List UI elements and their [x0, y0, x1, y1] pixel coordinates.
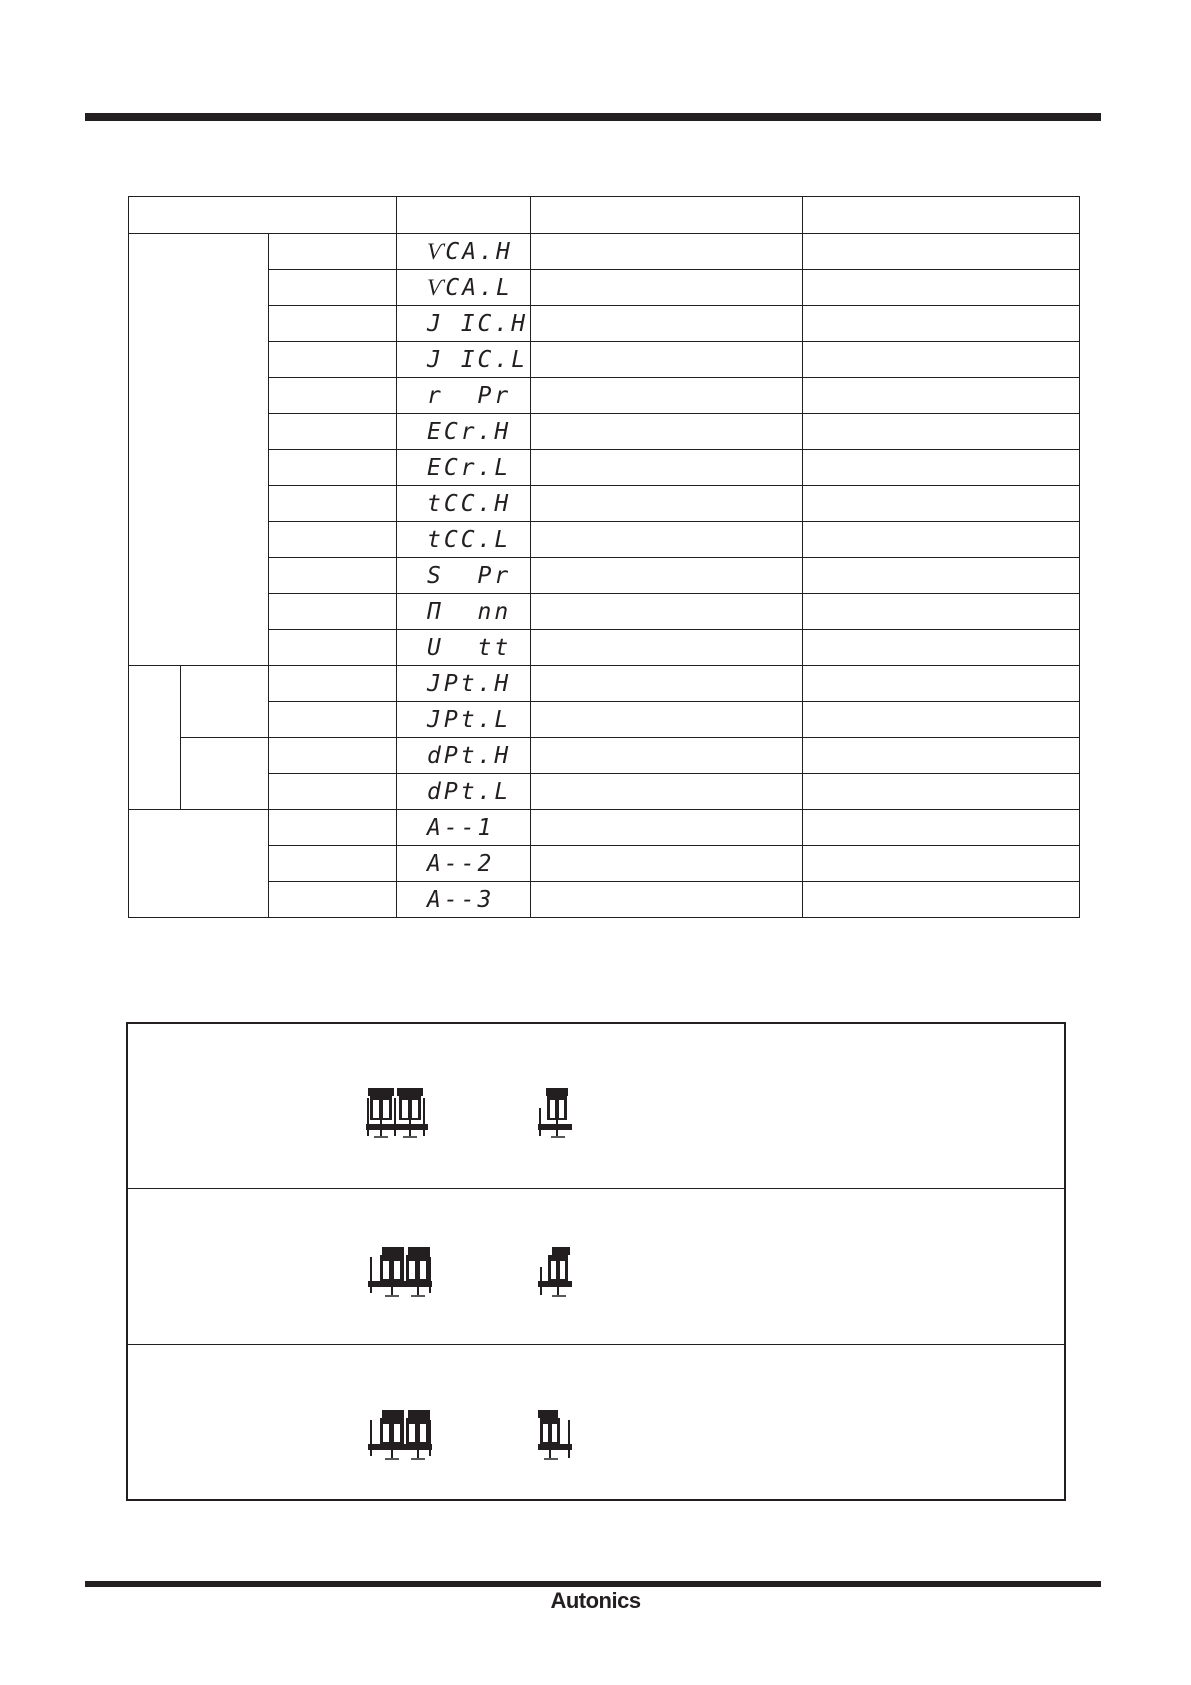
group-cell — [129, 810, 269, 918]
param-name-cell — [269, 810, 397, 846]
param-name-cell — [269, 306, 397, 342]
param-code-cell — [397, 882, 531, 918]
table-row — [129, 486, 1080, 522]
table-row — [129, 270, 1080, 306]
param-name-cell — [269, 414, 397, 450]
param-code-cell — [397, 234, 531, 270]
param-name-cell — [269, 738, 397, 774]
parameter-table — [128, 196, 1080, 918]
param-code-cell — [397, 378, 531, 414]
param-cell — [803, 342, 1080, 378]
header-cell — [803, 197, 1080, 234]
param-code-cell — [397, 486, 531, 522]
param-code-cell — [397, 666, 531, 702]
param-name-cell — [269, 450, 397, 486]
param-code: JPt.L — [427, 706, 512, 733]
param-cell — [531, 558, 803, 594]
param-name-cell — [269, 666, 397, 702]
param-name-cell — [269, 234, 397, 270]
param-cell — [531, 378, 803, 414]
param-code-cell — [397, 774, 531, 810]
param-cell — [531, 522, 803, 558]
subgroup-cell — [181, 738, 269, 810]
dip-switch-pair-icon — [368, 1408, 432, 1462]
param-cell — [803, 558, 1080, 594]
param-cell — [531, 738, 803, 774]
param-name-cell — [269, 630, 397, 666]
param-code: J IC.L — [427, 346, 529, 373]
param-name-cell — [269, 270, 397, 306]
footer-rule — [85, 1581, 1101, 1587]
param-cell — [531, 882, 803, 918]
param-code: dPt.L — [427, 778, 512, 805]
param-cell — [531, 486, 803, 522]
param-code-cell — [397, 450, 531, 486]
param-cell — [803, 270, 1080, 306]
param-name-cell — [269, 342, 397, 378]
param-code: r Pr — [427, 382, 512, 409]
table-row — [129, 558, 1080, 594]
table-row — [129, 522, 1080, 558]
table-row — [129, 882, 1080, 918]
param-code-cell — [397, 522, 531, 558]
param-cell — [531, 414, 803, 450]
table-row — [129, 594, 1080, 630]
param-cell — [531, 594, 803, 630]
group-cell — [129, 666, 181, 810]
param-cell — [531, 702, 803, 738]
brand-logo: Autonics — [550, 1588, 641, 1613]
param-cell — [803, 882, 1080, 918]
param-name-cell — [269, 774, 397, 810]
param-code: A--3 — [427, 886, 495, 913]
table-row — [129, 306, 1080, 342]
table-header-row — [129, 197, 1080, 234]
param-code: tCC.L — [427, 526, 512, 553]
dip-switch-single-icon — [538, 1086, 572, 1140]
param-name-cell — [269, 594, 397, 630]
switch-setting-row — [128, 1024, 1064, 1189]
table-row — [129, 450, 1080, 486]
param-code: A--1 — [427, 814, 495, 841]
param-name-cell — [269, 702, 397, 738]
param-code: JPt.H — [427, 670, 512, 697]
table-row — [129, 666, 1080, 702]
dip-switch-pair-icon — [366, 1086, 428, 1140]
param-code-cell — [397, 558, 531, 594]
param-cell — [803, 594, 1080, 630]
param-name-cell — [269, 882, 397, 918]
table-row — [129, 702, 1080, 738]
param-code-cell — [397, 270, 531, 306]
param-name-cell — [269, 486, 397, 522]
param-code-cell — [397, 414, 531, 450]
group-cell — [129, 234, 269, 666]
dip-switch-single-icon — [538, 1245, 572, 1299]
header-rule — [85, 113, 1101, 121]
param-name-cell — [269, 558, 397, 594]
param-cell — [803, 810, 1080, 846]
param-code: tCC.H — [427, 490, 512, 517]
table-row — [129, 342, 1080, 378]
param-cell — [803, 630, 1080, 666]
param-code: ECr.H — [427, 418, 512, 445]
dip-switch-single-icon — [538, 1408, 572, 1462]
param-cell — [803, 738, 1080, 774]
param-cell — [531, 774, 803, 810]
switch-setting-row — [128, 1344, 1064, 1499]
param-cell — [803, 666, 1080, 702]
param-code-cell — [397, 846, 531, 882]
param-cell — [803, 378, 1080, 414]
param-cell — [531, 846, 803, 882]
param-cell — [803, 846, 1080, 882]
param-cell — [531, 450, 803, 486]
table-row — [129, 774, 1080, 810]
param-cell — [531, 234, 803, 270]
param-code: ECr.L — [427, 454, 512, 481]
table-row — [129, 738, 1080, 774]
subgroup-cell — [181, 666, 269, 738]
param-code: ѴCA.L — [427, 274, 513, 301]
param-code-cell — [397, 630, 531, 666]
param-cell — [531, 306, 803, 342]
param-code: S Pr — [427, 562, 512, 589]
param-code-cell — [397, 594, 531, 630]
param-cell — [531, 630, 803, 666]
param-cell — [803, 234, 1080, 270]
header-cell — [129, 197, 397, 234]
param-cell — [803, 774, 1080, 810]
param-name-cell — [269, 522, 397, 558]
table-row — [129, 414, 1080, 450]
param-code: A--2 — [427, 850, 495, 877]
param-cell — [803, 486, 1080, 522]
table-row — [129, 846, 1080, 882]
param-code-cell — [397, 306, 531, 342]
dip-switch-setting-box — [126, 1022, 1066, 1501]
table-row — [129, 234, 1080, 270]
param-cell — [531, 270, 803, 306]
param-code-cell — [397, 738, 531, 774]
header-cell — [531, 197, 803, 234]
param-cell — [531, 810, 803, 846]
param-name-cell — [269, 378, 397, 414]
param-code: dPt.H — [427, 742, 512, 769]
header-cell — [397, 197, 531, 234]
param-code-cell — [397, 702, 531, 738]
switch-setting-row — [128, 1188, 1064, 1345]
param-cell — [531, 666, 803, 702]
table-row — [129, 378, 1080, 414]
param-code-cell — [397, 342, 531, 378]
param-cell — [803, 522, 1080, 558]
param-cell — [803, 414, 1080, 450]
param-code-cell — [397, 810, 531, 846]
param-code: U tt — [427, 634, 512, 661]
table-row — [129, 630, 1080, 666]
param-name-cell — [269, 846, 397, 882]
param-cell — [803, 702, 1080, 738]
dip-switch-pair-icon — [368, 1245, 432, 1299]
param-code: J IC.H — [427, 310, 529, 337]
param-code: Π nn — [427, 598, 512, 625]
param-cell — [531, 342, 803, 378]
param-cell — [803, 306, 1080, 342]
table-row — [129, 810, 1080, 846]
param-cell — [803, 450, 1080, 486]
param-code: ѴCA.H — [427, 238, 513, 265]
